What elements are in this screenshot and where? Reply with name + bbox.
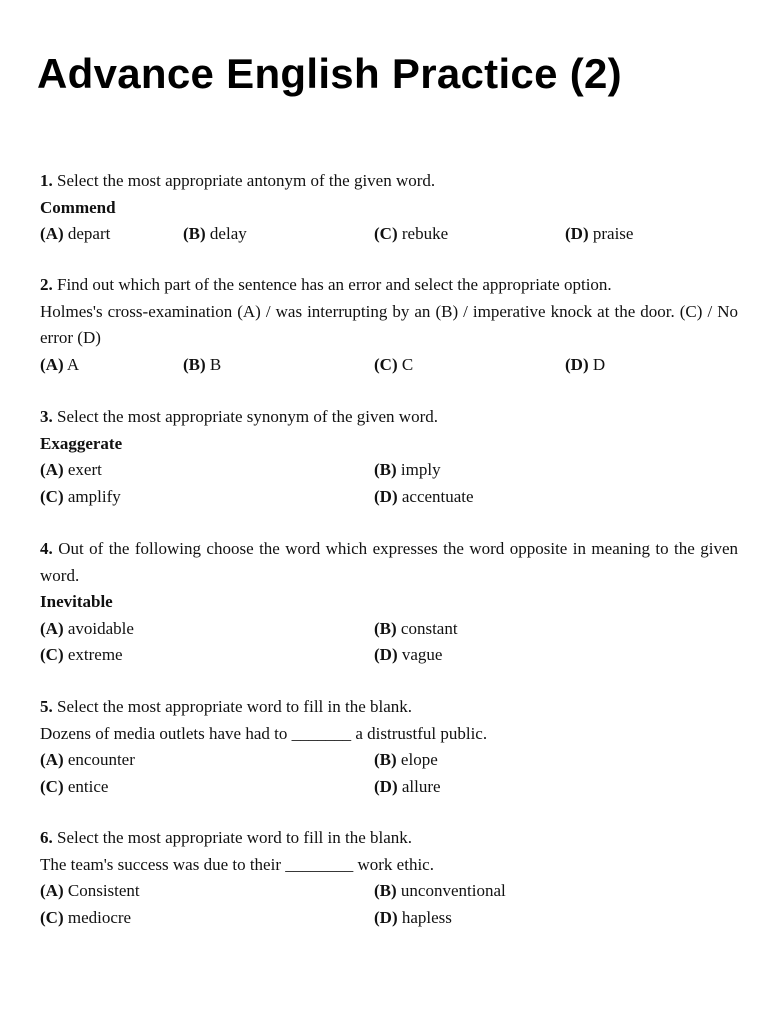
question-prompt <box>40 825 738 852</box>
question-prompt <box>40 536 738 589</box>
option-text: rebuke <box>401 224 449 243</box>
option-a[interactable] <box>40 457 102 484</box>
option-label: (D) <box>374 645 398 664</box>
option-b[interactable] <box>374 878 506 905</box>
option-label: (B) <box>374 460 397 479</box>
option-label: (A) <box>40 354 64 374</box>
question-text: Select the most appropriate word to fill in the blank. <box>57 828 413 847</box>
options-row <box>40 747 738 774</box>
option-text: mediocre <box>67 907 132 927</box>
question-number: 4. <box>40 539 53 558</box>
question-sentence: Holmes's cross-examination (A) / was interrupting by an (B) / imperative knock at the door. (C) / No error (D) <box>40 301 738 347</box>
option-text: elope <box>400 750 438 769</box>
option-label: (B) <box>374 618 397 638</box>
option-c[interactable] <box>374 352 413 379</box>
question-sentence: The team's success was due to their ________ work ethic. <box>40 854 434 874</box>
option-d[interactable] <box>565 352 605 379</box>
option-label: (A) <box>40 618 64 638</box>
question-sentence: Dozens of media outlets have had to _______ a distrustful public. <box>40 723 488 743</box>
option-text: accentuate <box>401 486 474 506</box>
question-5 <box>40 694 738 800</box>
option-label: (D) <box>374 907 398 927</box>
option-d[interactable] <box>565 221 633 248</box>
option-label: (D) <box>565 224 589 243</box>
option-b[interactable] <box>374 747 438 774</box>
option-a[interactable] <box>40 747 135 774</box>
option-label: (D) <box>374 776 398 796</box>
option-label: (C) <box>40 776 64 796</box>
option-text: depart <box>67 224 111 243</box>
option-text: B <box>209 354 222 374</box>
option-label: (C) <box>40 486 64 506</box>
option-c[interactable] <box>40 905 131 932</box>
option-label: (B) <box>374 881 397 900</box>
option-label: (C) <box>40 645 64 664</box>
option-c[interactable] <box>374 221 448 248</box>
question-2 <box>40 272 738 378</box>
option-a[interactable] <box>40 352 79 379</box>
question-text: Out of the following choose the word which expresses the word opposite in meaning to the given word. <box>40 539 739 585</box>
option-label: (D) <box>374 486 398 506</box>
option-b[interactable] <box>183 352 221 379</box>
option-text: exert <box>67 460 102 479</box>
question-text: Select the most appropriate synonym of the given word. <box>57 407 438 426</box>
options-row <box>40 642 738 669</box>
options-row <box>40 616 738 643</box>
question-prompt <box>40 168 738 195</box>
options-row <box>40 484 738 511</box>
option-label: (B) <box>183 354 206 374</box>
option-label: (D) <box>565 354 589 374</box>
question-text: Find out which part of the sentence has an error and select the appropriate option. <box>57 275 612 294</box>
option-label: (C) <box>40 907 64 927</box>
option-text: hapless <box>401 907 452 927</box>
option-text: Consistent <box>67 881 140 900</box>
option-label: (B) <box>183 224 206 243</box>
question-number: 1. <box>40 171 53 190</box>
option-b[interactable] <box>374 616 458 643</box>
option-label: (A) <box>40 750 64 769</box>
given-word: Exaggerate <box>40 433 123 453</box>
option-text: unconventional <box>400 881 506 900</box>
option-d[interactable] <box>374 484 474 511</box>
option-label: (A) <box>40 224 64 243</box>
option-d[interactable] <box>374 642 442 669</box>
options-row <box>40 352 738 379</box>
option-d[interactable] <box>374 905 452 932</box>
option-label: (A) <box>40 460 64 479</box>
question-prompt <box>40 272 738 299</box>
options-row <box>40 878 738 905</box>
question-number: 2. <box>40 275 53 294</box>
option-text: vague <box>401 645 443 664</box>
question-text: Select the most appropriate antonym of the given word. <box>57 171 436 190</box>
option-text: amplify <box>67 486 121 506</box>
option-c[interactable] <box>40 774 108 801</box>
question-prompt <box>40 694 738 721</box>
question-4 <box>40 536 738 669</box>
question-3 <box>40 404 738 510</box>
option-d[interactable] <box>374 774 441 801</box>
option-text: allure <box>401 776 441 796</box>
option-label: (C) <box>374 354 398 374</box>
option-text: delay <box>209 224 247 243</box>
given-word: Inevitable <box>40 592 113 611</box>
options-row <box>40 457 738 484</box>
options-row <box>40 221 738 248</box>
option-text: D <box>592 354 606 374</box>
option-text: encounter <box>67 750 135 769</box>
option-text: praise <box>592 224 634 243</box>
option-text: extreme <box>67 645 123 664</box>
question-text: Select the most appropriate word to fill in the blank. <box>57 697 413 716</box>
option-b[interactable] <box>374 457 441 484</box>
option-a[interactable] <box>40 878 140 905</box>
option-a[interactable] <box>40 616 134 643</box>
option-b[interactable] <box>183 221 247 248</box>
option-label: (B) <box>374 750 397 769</box>
options-row <box>40 905 738 932</box>
question-number: 5. <box>40 697 53 716</box>
option-text: C <box>401 354 414 374</box>
question-1 <box>40 168 738 248</box>
option-text: avoidable <box>67 618 134 638</box>
option-text: A <box>66 354 80 374</box>
option-label: (A) <box>40 881 64 900</box>
option-text: constant <box>400 618 458 638</box>
option-c[interactable] <box>40 642 123 669</box>
option-text: imply <box>400 460 441 479</box>
question-number: 3. <box>40 407 53 426</box>
question-prompt <box>40 404 738 431</box>
options-row <box>40 774 738 801</box>
option-text: entice <box>67 776 109 796</box>
given-word: Commend <box>40 197 116 217</box>
option-c[interactable] <box>40 484 121 511</box>
question-number: 6. <box>40 828 53 847</box>
page-title: Advance English Practice (2) <box>37 50 622 97</box>
option-a[interactable] <box>40 221 110 248</box>
question-6 <box>40 825 738 931</box>
option-label: (C) <box>374 224 398 243</box>
